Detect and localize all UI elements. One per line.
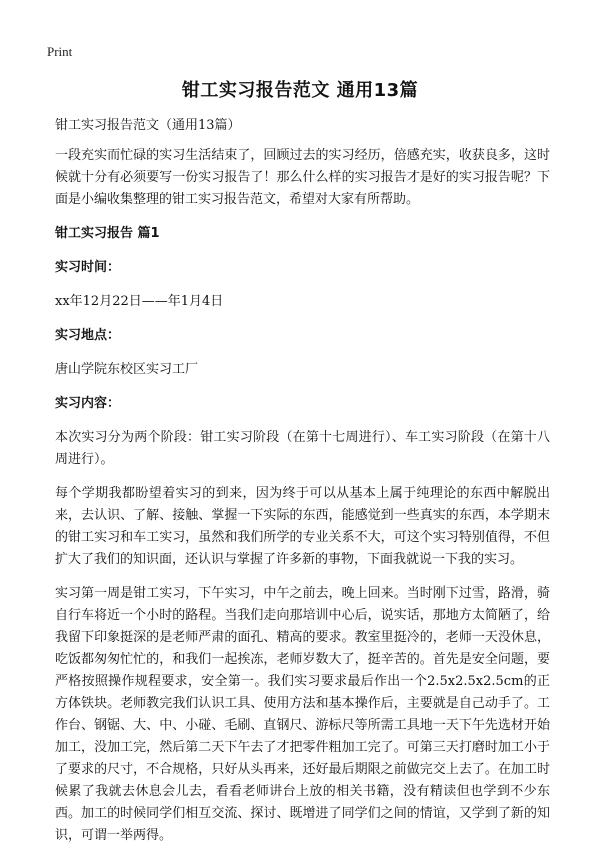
location-label: 实习地点： xyxy=(55,328,121,343)
document-subtitle: 钳工实习报告范文（通用13篇） xyxy=(55,118,241,133)
print-label[interactable]: Print xyxy=(47,44,73,59)
content-paragraph-1: 本次实习分为两个阶段：钳工实习阶段（在第十七周进行）、车工实习阶段（在第十八周进行）。 xyxy=(55,430,550,467)
document-body xyxy=(55,115,550,859)
intro-paragraph: 一段充实而忙碌的实习生活结束了，回顾过去的实习经历，倍感充实，收获良多，这时候就十分有必须要写一份实习报告了！那么什么样的实习报告才是好的实习报告呢？下面是小编收集整理的钳工实习报告范文，希望对大家有所帮助。 xyxy=(55,148,550,207)
time-label: 实习时间： xyxy=(55,260,121,275)
content-paragraph-2: 每个学期我都盼望着实习的到来，因为终于可以从基本上属于纯理论的东西中解脱出来，去认识、了解、接触、掌握一下实际的东西，能感觉到一些真实的东西，本学期末的钳工实习和车工实习，虽然和我们所学的专业关系不大，可这个实习特别值得，不但扩大了我们的知识面，还认识与掌握了许多新的事物，下面我就说一下我的实习。 xyxy=(55,486,550,567)
section-title: 钳工实习报告 篇1 xyxy=(55,226,160,241)
content-paragraph-3: 实习第一周是钳工实习，下午实习，中午之前去，晚上回来。当时刚下过雪，路滑，骑自行车将近一个小时的路程。当我们走向那培训中心后，说实话，那地方太简陋了，给我留下印象挺深的是老师严肃的面孔、精高的要求。教室里挺冷的，老师一天没休息，吃饭都匆匆忙忙的，和我们一起挨冻，老师岁数大了，挺辛苦的。首先是安全问题，要严格按照操作规程要求，安全第一。我们实习要求最后作出一个2.5x2.5x2.5cm的正方体铁块。老师教完我们认识工具、使用方法和基本操作后，主要就是自己动手了。工作台、钢锯、大、中、小碰、毛刷、直钢尺、游标尺等所需工具地一天下午先选材开始加工，没加工完，然后第二天下午去了才把零件粗加工完了。可第三天打磨时加工小于了要求的尺寸，不合规格，只好从头再来，还好最后期限之前做完交上去了。在加工时候累了我就去休息会儿去，看看老师讲台上放的相关书籍，没有精读但也学到不少东西。加工的时候同学们相互交流、探讨、既增进了同学们之间的情谊，又学到了新的知识，可谓一举两得。 xyxy=(55,586,550,843)
content-label: 实习内容： xyxy=(55,396,121,411)
location-value: 唐山学院东校区实习工厂 xyxy=(55,362,199,377)
time-value: xx年12月22日——年1月4日 xyxy=(55,294,224,309)
page-title: 钳工实习报告范文 通用13篇 xyxy=(181,80,419,101)
